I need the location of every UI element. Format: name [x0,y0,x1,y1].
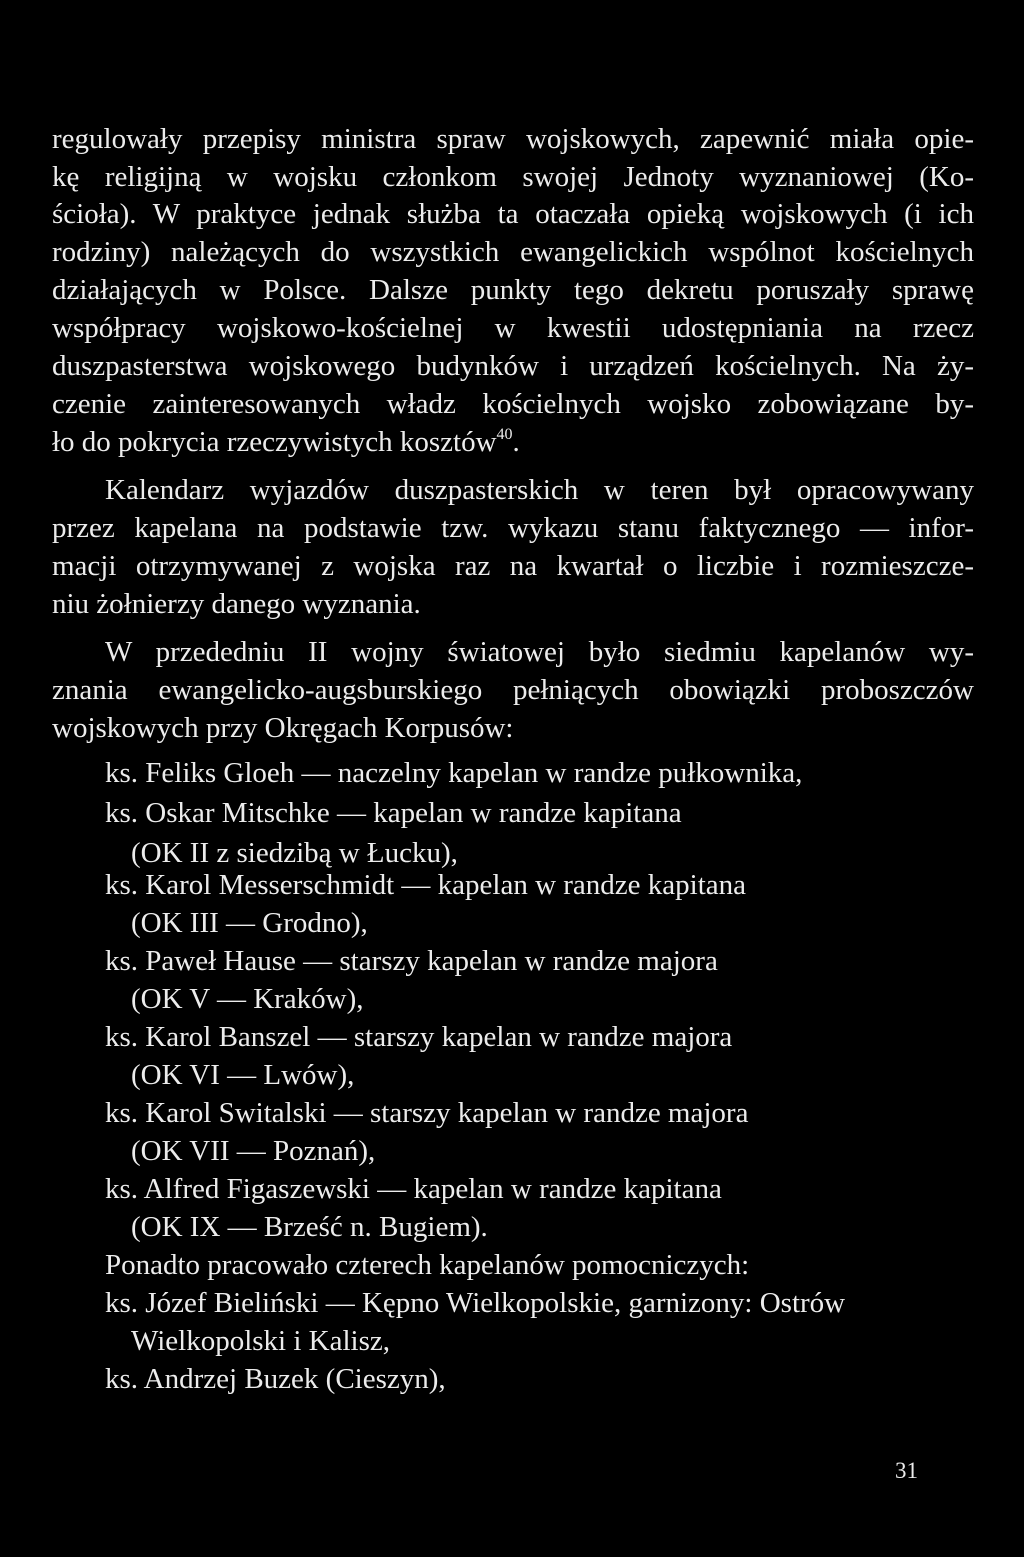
text-line: W przededniu II wojny światowej było siedmiu kapelanów wy- [105,636,974,668]
text-line: regulowały przepisy ministra spraw wojskowych, zapewnić miała opie- [52,123,974,155]
text-line: duszpasterstwa wojskowego budynków i urządzeń kościelnych. Na ży- [52,350,974,382]
text-line: Kalendarz wyjazdów duszpasterskich w teren był opracowywany [105,474,974,506]
text-line: wojskowych przy Okręgach Korpusów: [52,712,514,744]
text-punctuation: . [512,426,520,458]
list-item: ks. Karol Messerschmidt — kapelan w randze kapitana [105,869,747,901]
list-item: ks. Karol Switalski — starszy kapelan w randze majora [105,1097,749,1129]
text-line: przez kapelana na podstawie tzw. wykazu stanu faktycznego — infor- [52,512,974,544]
list-item: ks. Oskar Mitschke — kapelan w randze kapitana [105,797,682,829]
list-item: ks. Alfred Figaszewski — kapelan w randze kapitana [105,1173,722,1205]
list-item-detail: (OK VI — Lwów), [131,1059,355,1091]
text-line: działających w Polsce. Dalsze punkty tego dekretu poruszały sprawę [52,274,974,306]
text-line: rodziny) należących do wszystkich ewangelickich wspólnot kościelnych [52,236,974,268]
text-line: niu żołnierzy danego wyznania. [52,588,421,620]
list-item: ks. Andrzej Buzek (Cieszyn), [105,1363,446,1395]
list-item: ks. Paweł Hause — starszy kapelan w randze majora [105,945,718,977]
text-line: współpracy wojskowo-kościelnej w kwestii udostępniania na rzecz [52,312,974,344]
list-item: ks. Józef Bieliński — Kępno Wielkopolskie, garnizony: Ostrów [105,1287,846,1319]
list-item-detail: (OK III — Grodno), [131,907,368,939]
list-item-detail: (OK IX — Brześć n. Bugiem). [131,1211,488,1243]
text-line: ło do pokrycia rzeczywistych kosztów [52,426,497,458]
text-line: Ponadto pracowało czterech kapelanów pomocniczych: [105,1249,750,1281]
text-line: macji otrzymywanej z wojska raz na kwartał o liczbie i rozmieszcze- [52,550,974,582]
text-line: znania ewangelicko-augsburskiego pełniących obowiązki proboszczów [52,674,974,706]
text-line: czenie zainteresowanych władz kościelnych wojsko zobowiązane by- [52,388,974,420]
page-number: 31 [895,1458,918,1483]
list-item-detail: (OK II z siedzibą w Łucku), [131,837,458,869]
list-item-detail: (OK VII — Poznań), [131,1135,376,1167]
list-item-detail: Wielkopolski i Kalisz, [131,1325,390,1357]
list-item: ks. Karol Banszel — starszy kapelan w randze majora [105,1021,733,1053]
text-line-with-footnote [52,428,520,457]
text-line: kę religijną w wojsku członkom swojej Jednoty wyznaniowej (Ko- [52,161,974,193]
list-item: ks. Feliks Gloeh — naczelny kapelan w randze pułkownika, [105,757,803,789]
footnote-reference: 40 [496,426,513,443]
text-line: ścioła). W praktyce jednak służba ta otaczała opieką wojskowych (i ich [52,198,974,230]
list-item-detail: (OK V — Kraków), [131,983,364,1015]
